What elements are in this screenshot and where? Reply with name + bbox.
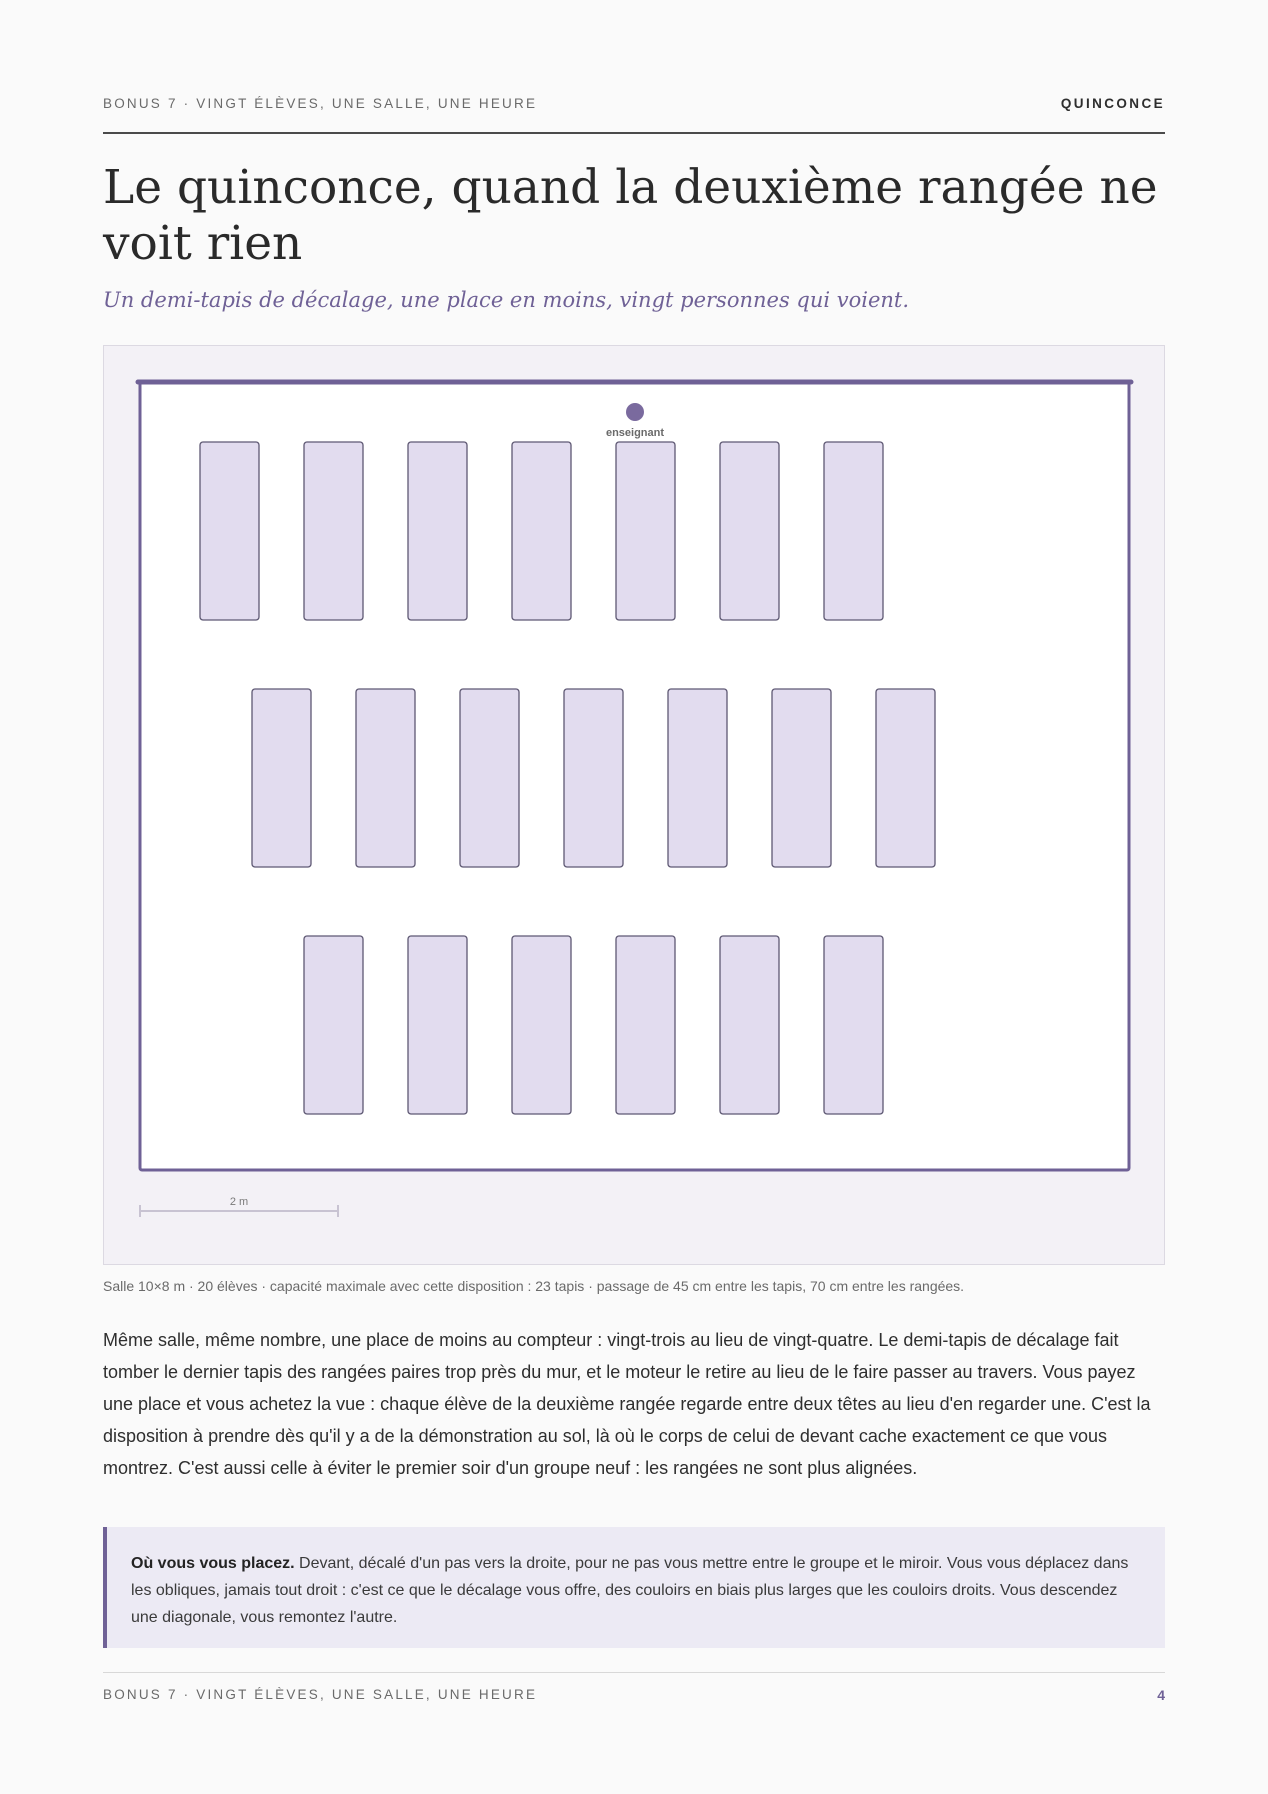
body-paragraph: Même salle, même nombre, une place de moins au compteur : vingt-trois au lieu de vingt-quatre. Le demi-tapis de décalage fait tomber le dernier tapis des rangées paires trop près du mur, et le moteur le retire au lieu de le faire passer au travers. Vous payez une place et vous achetez la vue : chaque élève de la deuxième rangée regarde entre deux têtes au lieu d'en regarder une. C'est la disposition à prendre dès qu'il y a de la démonstration au sol, là où le corps de celui de devant cache exactement ce que vous montrez. C'est aussi celle à éviter le premier soir d'un groupe neuf : les rangées ne sont plus alignées.: [103, 1330, 1151, 1478]
mat-row3-3: [512, 936, 571, 1114]
running-footer: [103, 1672, 1165, 1703]
mat-row2-2: [356, 689, 415, 867]
callout-text: Devant, décalé d'un pas vers la droite, pour ne pas vous mettre entre le groupe et le miroir. Vous vous déplacez dans les obliques, jamais tout droit : c'est ce que le décalage vous offre, des couloirs en biais plus larges que les couloirs droits. Vous descendez une diagonale, vous remontez l'autre.: [131, 1555, 1129, 1626]
page-subtitle: Un demi-tapis de décalage, une place en moins, vingt personnes qui voient.: [103, 288, 910, 312]
mat-row1-5: [616, 442, 675, 620]
mat-row1-3: [408, 442, 467, 620]
tip-callout: [103, 1527, 1165, 1648]
page-title: Le quinconce, quand la deuxième rangée ne voit rien: [103, 160, 1158, 271]
teacher-marker: [626, 403, 644, 421]
mat-row2-4: [564, 689, 623, 867]
mat-row2-7: [876, 689, 935, 867]
mat-row3-4: [616, 936, 675, 1114]
header-section-label: QUINCONCE: [1060, 96, 1165, 111]
figure-caption: Salle 10×8 m · 20 élèves · capacité maximale avec cette disposition : 23 tapis · passage de 45 cm entre les tapis, 70 cm entre les rangées.: [103, 1278, 965, 1294]
mat-row1-1: [200, 442, 259, 620]
footer-running-title: BONUS 7 · VINGT ÉLÈVES, UNE SALLE, UNE HEURE: [103, 1687, 538, 1702]
mat-row2-1: [252, 689, 311, 867]
mat-row2-3: [460, 689, 519, 867]
scale-label: 2 m: [229, 1196, 249, 1208]
page-number: 4: [1157, 1687, 1165, 1703]
teacher-label: enseignant: [605, 427, 665, 439]
mat-row1-2: [304, 442, 363, 620]
mat-row3-2: [408, 936, 467, 1114]
mat-row1-4: [512, 442, 571, 620]
mat-row3-5: [720, 936, 779, 1114]
mat-row2-6: [772, 689, 831, 867]
classroom-plan: [104, 346, 1164, 1264]
mat-row1-7: [824, 442, 883, 620]
callout-lead: Où vous vous placez.: [131, 1555, 295, 1572]
mat-row3-6: [824, 936, 883, 1114]
mat-row3-1: [304, 936, 363, 1114]
header-running-title: BONUS 7 · VINGT ÉLÈVES, UNE SALLE, UNE HEURE: [103, 96, 538, 111]
mat-row1-6: [720, 442, 779, 620]
mat-row2-5: [668, 689, 727, 867]
classroom-plan-figure: [103, 345, 1165, 1265]
running-header: [103, 96, 1165, 134]
